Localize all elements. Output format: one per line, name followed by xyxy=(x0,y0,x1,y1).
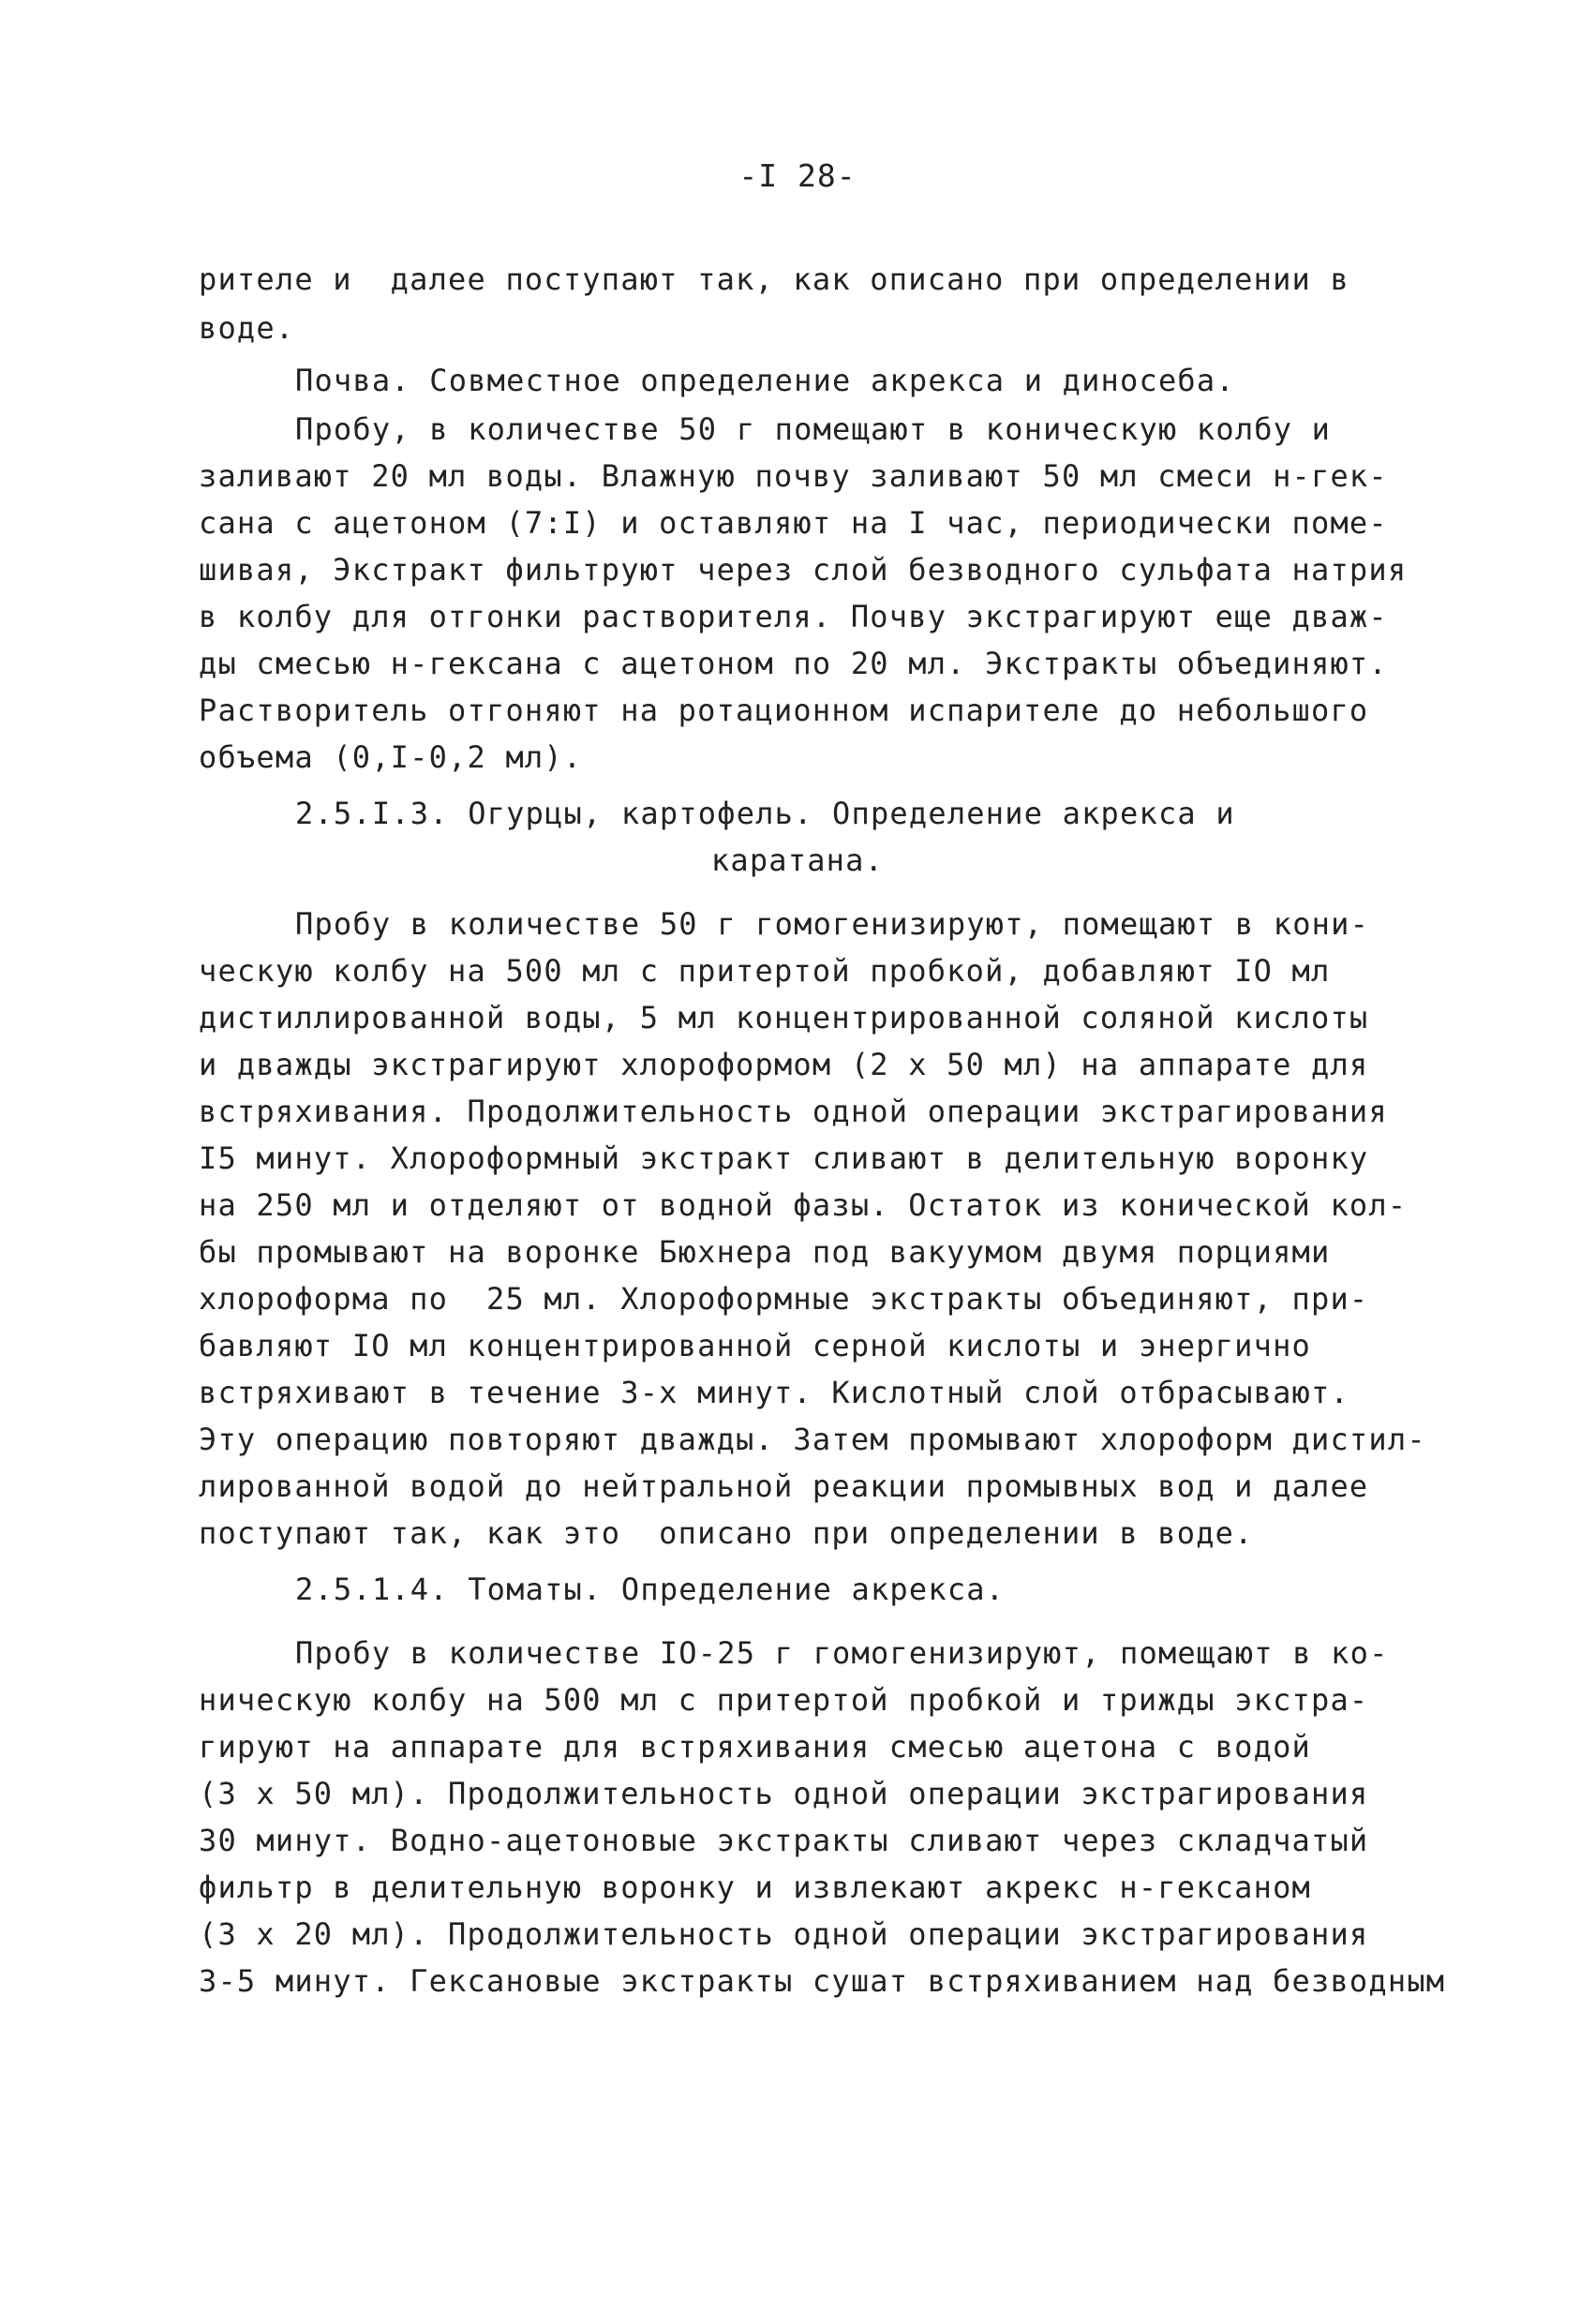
text-line: рителе и далее поступают так, как описано при определении в xyxy=(199,261,1349,297)
text-line: ническую колбу на 500 мл с притертой пробкой и трижды экстра- xyxy=(199,1682,1369,1718)
section-heading: 2.5.1.4. Томаты. Определение акрекса. xyxy=(295,1572,1006,1607)
section-heading: 2.5.I.3. Огурцы, картофель. Определение акрекса и xyxy=(295,796,1235,831)
text-line: (3 х 50 мл). Продолжительность одной операции экстрагирования xyxy=(199,1776,1369,1811)
text-line: встряхивания. Продолжительность одной операции экстрагирования xyxy=(199,1094,1388,1129)
text-line: хлороформа по 25 мл. Хлороформные экстракты объединяют, при- xyxy=(199,1281,1369,1317)
text-line: Пробу, в количестве 50 г помещают в коническую колбу и xyxy=(295,411,1332,447)
text-line: объема (0,I-0,2 мл). xyxy=(199,739,583,775)
text-line: бы промывают на воронке Бюхнера под вакуумом двумя порциями xyxy=(199,1234,1331,1270)
page-number: -I 28- xyxy=(738,157,857,194)
text-line: дистиллированной воды, 5 мл концентрированной соляной кислоты xyxy=(199,1000,1369,1035)
text-line: встряхивают в течение 3-х минут. Кислотный слой отбрасывают. xyxy=(199,1375,1349,1410)
text-line: и дважды экстрагируют хлороформом (2 х 50 мл) на аппарате для xyxy=(199,1047,1369,1082)
text-line: фильтр в делительную воронку и извлекают акрекс н-гексаном xyxy=(199,1870,1312,1905)
text-line: 3-5 минут. Гексановые экстракты сушат встряхиванием над безводным xyxy=(199,1963,1446,1999)
paragraph-heading: Почва. Совместное определение акрекса и диносеба. xyxy=(295,363,1235,398)
text-line: Пробу в количестве 50 г гомогенизируют, помещают в кони- xyxy=(295,906,1370,942)
text-line: поступают так, как это описано при определении в воде. xyxy=(199,1515,1254,1551)
text-line: сана с ацетоном (7:I) и оставляют на I час, периодически поме- xyxy=(199,505,1388,541)
text-line: 30 минут. Водно-ацетоновые экстракты сливают через складчатый xyxy=(199,1823,1369,1858)
text-line: Эту операцию повторяют дважды. Затем промывают хлороформ дистил- xyxy=(199,1422,1426,1457)
text-line: заливают 20 мл воды. Влажную почву заливают 50 мл смеси н-гек- xyxy=(199,458,1388,494)
text-line: на 250 мл и отделяют от водной фазы. Остаток из конической кол- xyxy=(199,1187,1408,1223)
text-line: воде. xyxy=(199,310,295,346)
text-line: лированной водой до нейтральной реакции промывных вод и далее xyxy=(199,1468,1369,1504)
text-line: Растворитель отгоняют на ротационном испарителе до небольшого xyxy=(199,693,1369,728)
text-line: шивая, Экстракт фильтруют через слой безводного сульфата натрия xyxy=(199,552,1408,588)
text-line: ды смесью н-гексана с ацетоном по 20 мл. Экстракты объединяют. xyxy=(199,646,1388,681)
text-line: I5 минут. Хлороформный экстракт сливают в делительную воронку xyxy=(199,1140,1369,1176)
text-line: ческую колбу на 500 мл с притертой пробкой, добавляют IO мл xyxy=(199,953,1331,989)
section-heading-continuation: каратана. xyxy=(710,842,885,878)
text-line: бавляют IO мл концентрированной серной кислоты и энергично xyxy=(199,1328,1312,1363)
text-line: (3 х 20 мл). Продолжительность одной операции экстрагирования xyxy=(199,1916,1369,1952)
text-line: в колбу для отгонки растворителя. Почву экстрагируют еще дваж- xyxy=(199,599,1388,634)
text-line: гируют на аппарате для встряхивания смесью ацетона с водой xyxy=(199,1729,1312,1765)
text-line: Пробу в количестве IO-25 г гомогенизируют, помещают в ко- xyxy=(295,1635,1389,1671)
